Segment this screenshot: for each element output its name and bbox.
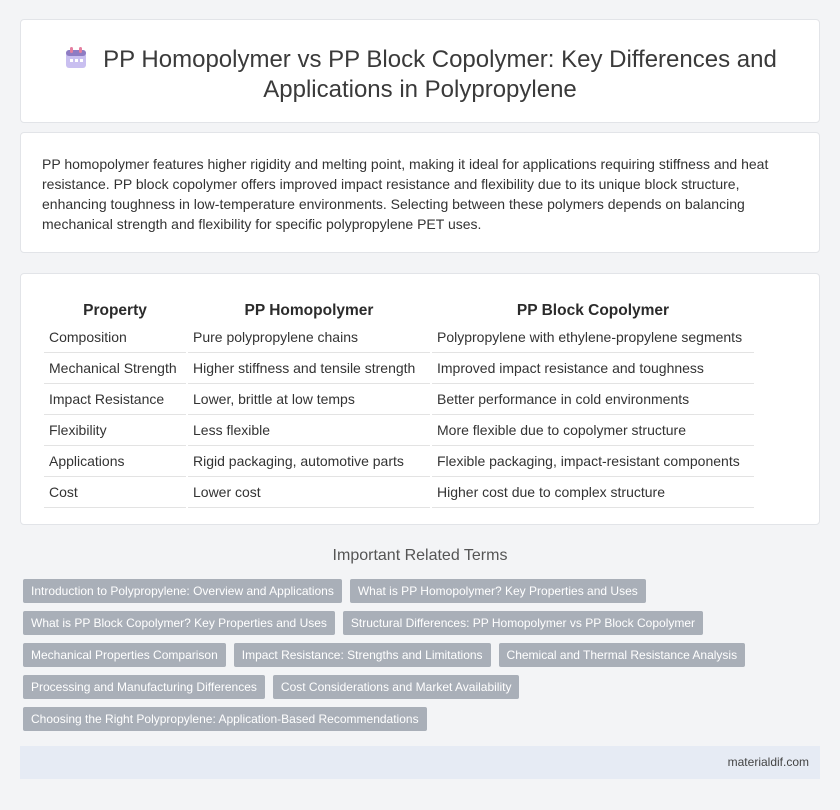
table-cell: Better performance in cold environments: [432, 384, 754, 415]
related-terms-title: Important Related Terms: [332, 547, 508, 564]
related-term-link[interactable]: Processing and Manufacturing Differences: [23, 675, 265, 699]
table-row: [44, 477, 754, 508]
related-term-link[interactable]: Introduction to Polypropylene: Overview and Applications: [23, 579, 342, 603]
related-term-link[interactable]: What is PP Block Copolymer? Key Properties and Uses: [23, 611, 335, 635]
table-cell: Higher cost due to complex structure: [432, 477, 754, 508]
header-pp-homopolymer: PP Homopolymer: [244, 302, 374, 319]
page-title-wrap: [21, 45, 819, 105]
table-cell: Rigid packaging, automotive parts: [188, 446, 430, 477]
header-property: Property: [83, 302, 147, 319]
table-cell: More flexible due to copolymer structure: [432, 415, 754, 446]
table-cell: Lower, brittle at low temps: [188, 384, 430, 415]
header-card: [20, 19, 820, 123]
related-term-link[interactable]: Choosing the Right Polypropylene: Application-Based Recommendations: [23, 707, 427, 731]
table-cell: Improved impact resistance and toughness: [432, 353, 754, 384]
page-title: PP Homopolymer vs PP Block Copolymer: Key Differences and Applications in Polypropylene: [103, 46, 777, 103]
related-terms-list: [23, 579, 783, 731]
related-term-link[interactable]: Impact Resistance: Strengths and Limitations: [234, 643, 491, 667]
table-cell: Composition: [44, 322, 186, 353]
footer: [20, 746, 820, 779]
intro-paragraph: PP homopolymer features higher rigidity and melting point, making it ideal for applications requiring stiffness and heat resistance. PP block copolymer offers improved impact resistance and flexibility due to its unique block structure, enhancing toughness in low-temperature environments. Selecting between these polymers depends on balancing mechanical strength and flexibility for specific polypropylene PET uses.: [42, 156, 769, 232]
related-term-link[interactable]: Mechanical Properties Comparison: [23, 643, 226, 667]
comparison-table: [42, 295, 756, 508]
header-pp-block-copolymer: PP Block Copolymer: [516, 302, 670, 319]
calendar-icon: [63, 45, 89, 71]
table-cell: Lower cost: [188, 477, 430, 508]
related-term-link[interactable]: Cost Considerations and Market Availability: [273, 675, 520, 699]
table-cell: Less flexible: [188, 415, 430, 446]
table-row: [44, 322, 754, 353]
table-cell: Impact Resistance: [44, 384, 186, 415]
related-term-link[interactable]: Chemical and Thermal Resistance Analysis: [499, 643, 746, 667]
table-cell: Polypropylene with ethylene-propylene segments: [432, 322, 754, 353]
related-term-link[interactable]: What is PP Homopolymer? Key Properties and Uses: [350, 579, 646, 603]
table-cell: Higher stiffness and tensile strength: [188, 353, 430, 384]
table-cell: Applications: [44, 446, 186, 477]
table-row: [44, 353, 754, 384]
table-row: [44, 446, 754, 477]
table-cell: Mechanical Strength: [44, 353, 186, 384]
related-term-link[interactable]: Structural Differences: PP Homopolymer vs PP Block Copolymer: [343, 611, 703, 635]
table-cell: Cost: [44, 477, 186, 508]
table-header-row: [44, 295, 754, 322]
comparison-card: [20, 273, 820, 525]
intro-card: [20, 132, 820, 253]
table-cell: Flexible packaging, impact-resistant components: [432, 446, 754, 477]
table-cell: Pure polypropylene chains: [188, 322, 430, 353]
table-row: [44, 384, 754, 415]
footer-site-name: materialdif.com: [727, 755, 809, 769]
table-cell: Flexibility: [44, 415, 186, 446]
table-row: [44, 415, 754, 446]
